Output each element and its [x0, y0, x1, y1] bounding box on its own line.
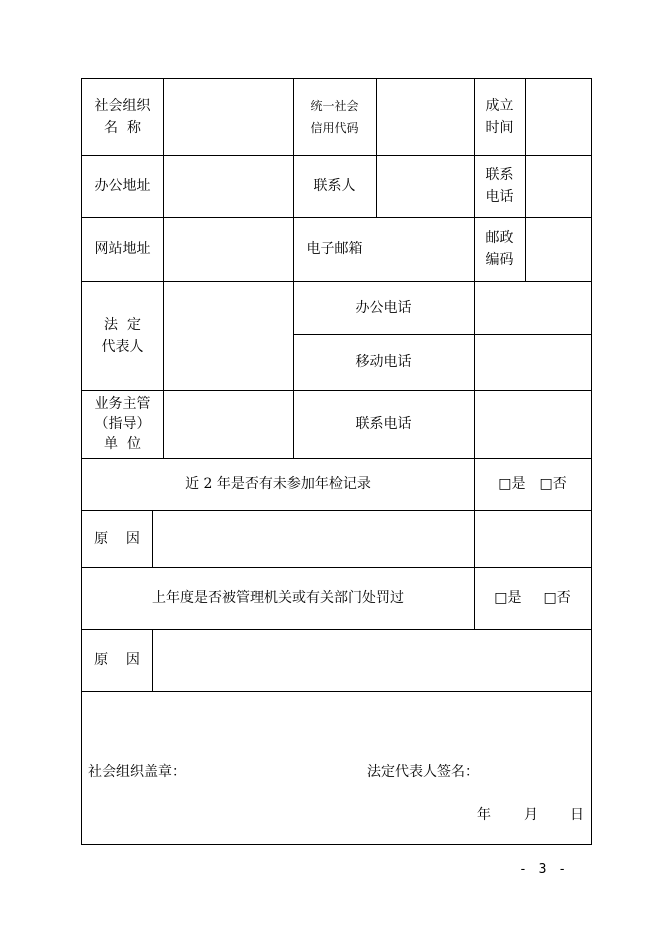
- annual-check-yes-checkbox[interactable]: □是: [498, 476, 526, 492]
- org-seal-label: 社会组织盖章：: [88, 764, 186, 780]
- credit-code-label: [293, 79, 376, 155]
- mobile-phone-label: 移动电话: [355, 354, 412, 370]
- contact-phone-label: [474, 155, 525, 217]
- supervisor-unit-label-line1: 业务主管: [94, 396, 151, 412]
- founded-input[interactable]: [525, 79, 591, 155]
- mobile-phone-input[interactable]: [474, 334, 591, 390]
- registration-form-table: [81, 78, 592, 845]
- website-input[interactable]: [163, 217, 293, 281]
- penalty-no-checkbox[interactable]: □否: [543, 590, 571, 606]
- legal-rep-label-line1: 法 定: [104, 316, 141, 333]
- org-name-label-line2: 名 称: [104, 120, 141, 136]
- email-input[interactable]: [376, 217, 474, 281]
- reason-label-1: 原 因: [94, 530, 140, 547]
- postal-code-input[interactable]: [525, 217, 591, 281]
- page-number: - 3 -: [519, 862, 569, 877]
- office-phone-input[interactable]: [474, 281, 591, 334]
- legal-rep-label-line2: 代表人: [101, 338, 144, 355]
- supervisor-phone-input[interactable]: [474, 390, 591, 458]
- office-phone-label: 办公电话: [355, 299, 412, 316]
- date-day-label: 日: [570, 807, 584, 823]
- date-year-label: 年: [477, 807, 491, 823]
- penalty-options: [474, 567, 591, 629]
- contact-person-input[interactable]: [376, 155, 474, 217]
- contact-phone-input[interactable]: [525, 155, 591, 217]
- supervisor-phone-label: 联系电话: [355, 416, 412, 432]
- annual-check-options: [474, 458, 591, 510]
- credit-code-label-line2: 信用代码: [310, 121, 359, 135]
- reason-input-2[interactable]: [152, 629, 591, 691]
- credit-code-label-line1: 统一社会: [310, 99, 359, 113]
- legal-rep-input[interactable]: [163, 281, 293, 390]
- contact-person-label: 联系人: [313, 178, 356, 194]
- org-name-label: [82, 79, 163, 155]
- date-month-label: 月: [524, 807, 538, 823]
- row-divider: [82, 691, 591, 692]
- founded-label-line1: 成立: [485, 98, 514, 114]
- founded-label-line2: 时间: [485, 120, 514, 136]
- reason-input-1[interactable]: [152, 510, 591, 567]
- annual-check-question: 近 2 年是否有未参加年检记录: [185, 476, 371, 492]
- supervisor-unit-label: [82, 390, 163, 458]
- supervisor-unit-input[interactable]: [163, 390, 293, 458]
- office-address-label: 办公地址: [94, 178, 151, 194]
- penalty-yes-checkbox[interactable]: □是: [494, 590, 522, 606]
- office-address-input[interactable]: [163, 155, 293, 217]
- reason-label-2: 原 因: [94, 652, 140, 668]
- founded-label: [474, 79, 525, 155]
- supervisor-unit-label-line3: 单 位: [104, 436, 141, 452]
- annual-check-no-checkbox[interactable]: □否: [539, 476, 567, 492]
- credit-code-input[interactable]: [376, 79, 474, 155]
- legal-rep-signature-label: 法定代表人签名：: [367, 764, 479, 780]
- contact-phone-label-line2: 电话: [485, 189, 514, 205]
- website-label: 网站地址: [94, 241, 151, 257]
- postal-code-label: [474, 217, 525, 281]
- org-name-input[interactable]: [163, 79, 293, 155]
- org-name-label-line1: 社会组织: [94, 98, 151, 114]
- supervisor-unit-label-line2: （指导）: [94, 416, 151, 432]
- penalty-question: 上年度是否被管理机关或有关部门处罚过: [152, 590, 404, 606]
- email-label: 电子邮箱: [306, 241, 363, 257]
- legal-rep-label: [82, 281, 163, 390]
- postal-code-label-line2: 编码: [485, 252, 514, 268]
- postal-code-label-line1: 邮政: [485, 230, 514, 246]
- contact-phone-label-line1: 联系: [485, 167, 514, 183]
